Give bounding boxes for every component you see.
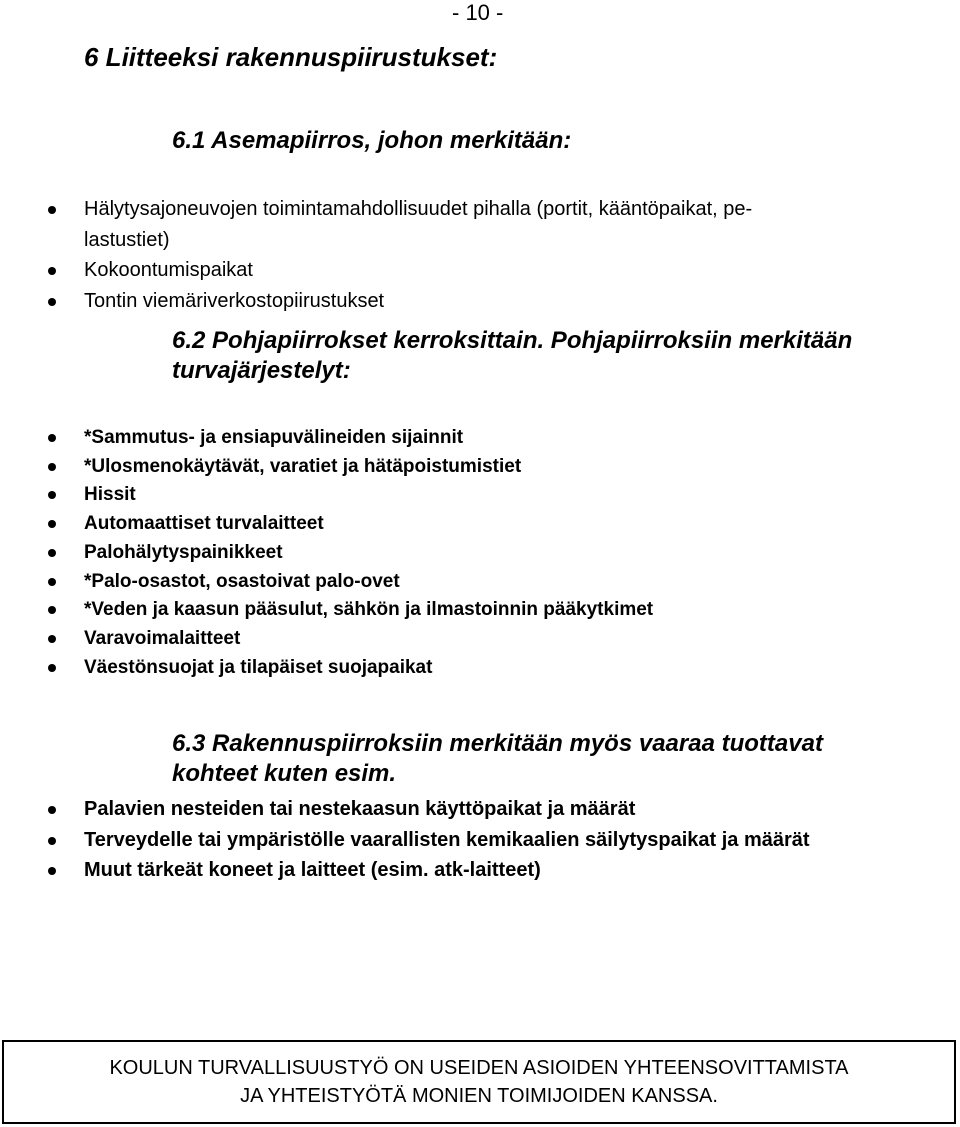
bullet-icon xyxy=(48,837,56,845)
bullet-icon xyxy=(48,549,56,557)
footer-line-1: KOULUN TURVALLISUUSTYÖ ON USEIDEN ASIOIDEN YHTEENSOVITTAMISTA xyxy=(109,1057,849,1079)
bullet-icon xyxy=(48,578,56,586)
list-item: Väestönsuojat ja tilapäiset suojapaikat xyxy=(0,654,653,683)
subsection-6-2-heading-line2: turvajärjestelyt: xyxy=(172,357,351,384)
subsection-6-3-heading-line1: 6.3 Rakennuspiirroksiin merkitään myös vaaraa tuottavat xyxy=(172,730,823,757)
subsection-6-1-list xyxy=(0,194,752,316)
list-item-continuation: lastustiet) xyxy=(84,228,170,251)
subsection-6-1-heading: 6.1 Asemapiirros, johon merkitään: xyxy=(172,127,572,154)
list-item: Muut tärkeät koneet ja laitteet (esim. atk-laitteet) xyxy=(0,855,810,886)
bullet-icon xyxy=(48,206,56,214)
list-item: *Palo-osastot, osastoivat palo-ovet xyxy=(0,568,653,597)
footer-box xyxy=(2,1040,956,1124)
list-item: *Ulosmenokäytävät, varatiet ja hätäpoistumistiet xyxy=(0,453,653,482)
bullet-icon xyxy=(48,463,56,471)
list-item: Terveydelle tai ympäristölle vaarallisten kemikaalien säilytyspaikat ja määrät xyxy=(0,825,810,856)
bullet-icon xyxy=(48,491,56,499)
bullet-icon xyxy=(48,520,56,528)
list-item: Tontin viemäriverkostopiirustukset xyxy=(0,286,752,317)
bullet-icon xyxy=(48,635,56,643)
bullet-icon xyxy=(48,298,56,306)
bullet-icon xyxy=(48,267,56,275)
list-item: Kokoontumispaikat xyxy=(0,255,752,286)
bullet-icon xyxy=(48,606,56,614)
bullet-icon xyxy=(48,806,56,814)
list-item: Hissit xyxy=(0,481,653,510)
bullet-icon xyxy=(48,867,56,875)
list-item: Hälytysajoneuvojen toimintamahdollisuudet pihalla (portit, kääntöpaikat, pe- xyxy=(0,194,752,225)
bullet-icon xyxy=(48,664,56,672)
page-number: - 10 - xyxy=(452,0,504,25)
list-item: Palohälytyspainikkeet xyxy=(0,539,653,568)
list-item: *Sammutus- ja ensiapuvälineiden sijainnit xyxy=(0,424,653,453)
list-item: Palavien nesteiden tai nestekaasun käyttöpaikat ja määrät xyxy=(0,794,810,825)
list-item: Varavoimalaitteet xyxy=(0,625,653,654)
list-item: Automaattiset turvalaitteet xyxy=(0,510,653,539)
section-title: 6 Liitteeksi rakennuspiirustukset: xyxy=(84,42,498,72)
subsection-6-2-list xyxy=(0,424,653,682)
footer-line-2: JA YHTEISTYÖTÄ MONIEN TOIMIJOIDEN KANSSA. xyxy=(240,1085,718,1107)
list-item: *Veden ja kaasun pääsulut, sähkön ja ilmastoinnin pääkytkimet xyxy=(0,596,653,625)
subsection-6-3-heading-line2: kohteet kuten esim. xyxy=(172,760,397,787)
subsection-6-3-list xyxy=(0,794,810,886)
bullet-icon xyxy=(48,434,56,442)
subsection-6-2-heading-line1: 6.2 Pohjapiirrokset kerroksittain. Pohjapiirroksiin merkitään xyxy=(172,327,853,354)
